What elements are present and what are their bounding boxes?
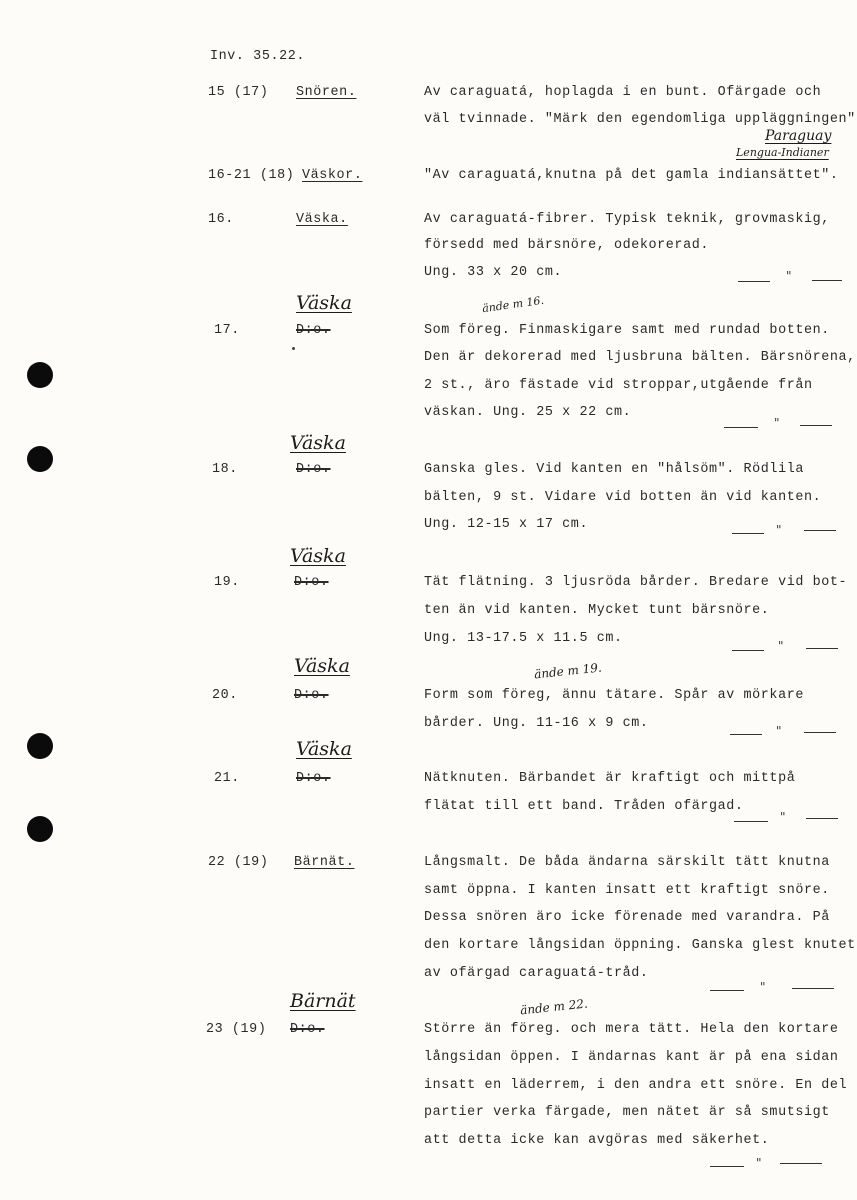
ditto-dash (804, 530, 836, 531)
handwritten-vaska: Väska (290, 432, 346, 454)
handwritten-note: ände m 16. (481, 293, 545, 316)
ditto-dash (780, 1163, 822, 1164)
ditto-mark: " (760, 980, 766, 994)
entry-name: D:o. (294, 688, 329, 703)
entry-line: av ofärgad caraguatá-tråd. (424, 966, 649, 981)
ditto-dash (710, 1166, 744, 1167)
entry-line: Form som föreg, ännu tätare. Spår av mörkare (424, 688, 804, 703)
entry-number: 15 (17) (208, 85, 269, 100)
entry-name: D:o. (294, 575, 329, 590)
entry-number: 23 (19) (206, 1022, 267, 1037)
ditto-dash (806, 648, 838, 649)
entry-line: Nätknuten. Bärbandet är kraftigt och mittpå (424, 771, 796, 786)
punch-hole (27, 446, 53, 472)
entry-line: Av caraguatá, hoplagda i en bunt. Ofärgade och (424, 85, 822, 100)
ditto-mark: " (756, 1156, 762, 1170)
entry-line: Ganska gles. Vid kanten en "hålsöm". Rödlila (424, 462, 804, 477)
entry-name: D:o. (296, 771, 331, 786)
entry-name: Snören. (296, 85, 357, 100)
ditto-mark: " (776, 724, 782, 738)
handwritten-vaska: Väska (290, 545, 346, 567)
entry-line: Långsmalt. De båda ändarna särskilt tätt knutna (424, 855, 830, 870)
inventory-number: Inv. 35.22. (210, 49, 305, 64)
entry-line: samt öppna. I kanten insatt ett kraftigt snöre. (424, 883, 830, 898)
punch-hole (27, 362, 53, 388)
entry-line: Som föreg. Finmaskigare samt med rundad botten. (424, 323, 830, 338)
entry-line: Ung. 12-15 x 17 cm. (424, 517, 589, 532)
handwritten-vaska: Väska (296, 292, 352, 314)
handwritten-lengua: Lengua-Indianer (736, 146, 829, 159)
entry-line: partier verka färgade, men nätet är så smutsigt (424, 1105, 830, 1120)
entry-line: Ung. 33 x 20 cm. (424, 265, 563, 280)
ditto-dash (724, 427, 758, 428)
entry-line: Tät flätning. 3 ljusröda bårder. Bredare vid bot- (424, 575, 848, 590)
handwritten-vaska: Väska (294, 655, 350, 677)
entry-name: Bärnät. (294, 855, 355, 870)
ditto-mark: " (786, 269, 792, 283)
entry-line: "Av caraguatá,knutna på det gamla indiansättet". (424, 168, 839, 183)
ditto-dash (804, 732, 836, 733)
entry-line: väl tvinnade. "Märk den egendomliga uppläggningen" (424, 112, 856, 127)
ditto-dash (730, 734, 762, 735)
ditto-dash (738, 281, 770, 282)
entry-number: 16-21 (18) (208, 168, 295, 183)
entry-line: långsidan öppen. I ändarnas kant är på ena sidan (424, 1050, 839, 1065)
entry-line: ten än vid kanten. Mycket tunt bärsnöre. (424, 603, 770, 618)
ditto-dash (812, 280, 842, 281)
punch-hole (27, 816, 53, 842)
entry-name: D:o. (296, 462, 331, 477)
entry-line: flätat till ett band. Tråden ofärgad. (424, 799, 744, 814)
entry-line: bårder. Ung. 11-16 x 9 cm. (424, 716, 649, 731)
entry-line: 2 st., äro fästade vid stroppar,utgående från (424, 378, 813, 393)
entry-number: 20. (212, 688, 238, 703)
entry-number: 18. (212, 462, 238, 477)
ditto-dash (806, 818, 838, 819)
entry-line: bälten, 9 st. Vidare vid botten än vid kanten. (424, 490, 822, 505)
entry-number: 21. (214, 771, 240, 786)
entry-line: den kortare långsidan öppning. Ganska glest knutet (424, 938, 856, 953)
ditto-mark: " (776, 523, 782, 537)
ditto-dash (732, 650, 764, 651)
entry-line: Den är dekorerad med ljusbruna bälten. Bärsnörena, (424, 350, 856, 365)
ink-speck (292, 347, 295, 350)
punch-hole (27, 733, 53, 759)
entry-name: D:o. (296, 323, 331, 338)
entry-line: Dessa snören äro icke förenade med varandra. På (424, 910, 830, 925)
entry-number: 19. (214, 575, 240, 590)
ditto-dash (710, 990, 744, 991)
ditto-dash (732, 533, 764, 534)
entry-line: insatt en läderrem, i den andra ett snöre. En del (424, 1078, 848, 1093)
ditto-mark: " (774, 416, 780, 430)
entry-line: Ung. 13-17.5 x 11.5 cm. (424, 631, 623, 646)
entry-line: Större än föreg. och mera tätt. Hela den kortare (424, 1022, 839, 1037)
ditto-mark: " (780, 810, 786, 824)
ditto-mark: " (778, 639, 784, 653)
handwritten-barnat: Bärnät (290, 990, 356, 1012)
entry-line: att detta icke kan avgöras med säkerhet. (424, 1133, 770, 1148)
entry-line: väskan. Ung. 25 x 22 cm. (424, 405, 632, 420)
entry-name: Väskor. (302, 168, 363, 183)
ditto-dash (792, 988, 834, 989)
entry-line: försedd med bärsnöre, odekorerad. (424, 238, 709, 253)
entry-line: Av caraguatá-fibrer. Typisk teknik, grovmaskig, (424, 212, 830, 227)
entry-number: 16. (208, 212, 234, 227)
handwritten-note: ände m 19. (533, 660, 603, 682)
ditto-dash (800, 425, 832, 426)
handwritten-note: ände m 22. (519, 996, 589, 1018)
handwritten-vaska: Väska (296, 738, 352, 760)
ditto-dash (734, 821, 768, 822)
handwritten-paraguay: Paraguay (765, 128, 832, 144)
entry-number: 22 (19) (208, 855, 269, 870)
entry-number: 17. (214, 323, 240, 338)
entry-name: Väska. (296, 212, 348, 227)
entry-name: D:o. (290, 1022, 325, 1037)
